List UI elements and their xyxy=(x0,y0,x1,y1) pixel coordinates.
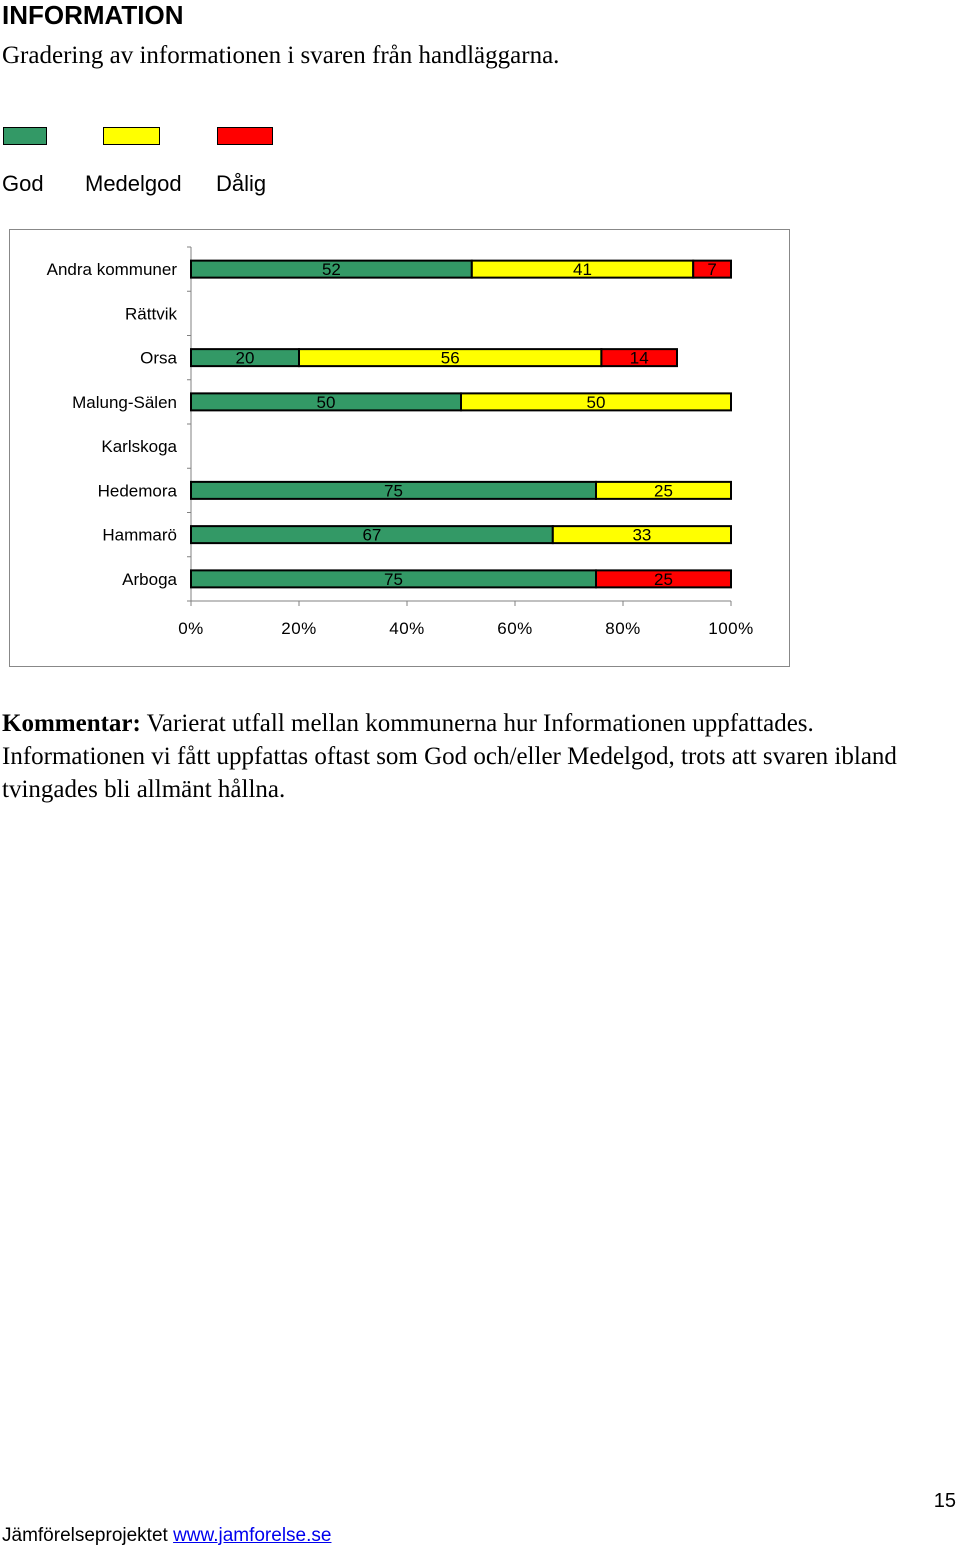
bar-data-label: 75 xyxy=(384,481,403,501)
bar-data-label: 52 xyxy=(321,260,341,280)
bar-data-label: 41 xyxy=(573,260,592,280)
footer xyxy=(2,1525,331,1547)
comment-label: Kommentar: xyxy=(2,710,141,737)
legend-label-medelgod: Medelgod xyxy=(85,171,182,196)
legend-swatch-dalig xyxy=(217,127,273,145)
bar-data-label: 20 xyxy=(235,348,255,368)
bar-data-label: 14 xyxy=(629,348,649,368)
footer-link[interactable]: www.jamforelse.se xyxy=(173,1525,332,1546)
page-subtitle: Gradering av informationen i svaren från handläggarna. xyxy=(2,42,560,69)
legend-label-god: God xyxy=(2,171,44,196)
bar-data-label: 25 xyxy=(654,481,673,501)
legend-swatch-medelgod xyxy=(103,127,160,145)
legend-swatch-god xyxy=(3,127,47,145)
comment-text: Varierat utfall mellan kommunerna hur Informationen uppfattades. Informationen vi fått uppfattas oftast som God och/eller Medelgod, trots att svaren ibland tvingades bli allmänt hållna. xyxy=(2,710,897,803)
bar-data-label: 7 xyxy=(707,260,717,280)
x-tick-label: 40% xyxy=(389,619,425,638)
bar-data-label: 75 xyxy=(384,569,403,589)
stacked-bar-chart xyxy=(9,229,790,667)
category-label: Hammarö xyxy=(102,525,177,545)
bar-data-label: 56 xyxy=(440,348,460,368)
category-label: Orsa xyxy=(140,348,177,368)
category-label: Rättvik xyxy=(125,304,177,324)
footer-project: Jämförelseprojektet xyxy=(2,1525,168,1546)
bar-data-label: 50 xyxy=(316,392,336,412)
bar-data-label: 33 xyxy=(632,525,652,545)
category-label: Andra kommuner xyxy=(46,260,177,280)
category-label: Hedemora xyxy=(97,481,177,501)
x-tick-label: 20% xyxy=(281,619,317,638)
x-tick-label: 80% xyxy=(605,619,641,638)
x-tick-label: 100% xyxy=(708,619,754,638)
bar-data-label: 67 xyxy=(362,525,382,545)
category-label: Karlskoga xyxy=(101,437,177,457)
category-label: Malung-Sälen xyxy=(72,392,177,412)
page-title: INFORMATION xyxy=(2,0,184,30)
x-tick-label: 0% xyxy=(178,619,204,638)
legend-label-dalig: Dålig xyxy=(216,171,267,196)
page-number: 15 xyxy=(933,1490,956,1512)
category-label: Arboga xyxy=(122,569,177,589)
bar-data-label: 25 xyxy=(654,569,673,589)
comment-paragraph xyxy=(2,707,952,806)
bar-data-label: 50 xyxy=(586,392,606,412)
x-tick-label: 60% xyxy=(497,619,533,638)
